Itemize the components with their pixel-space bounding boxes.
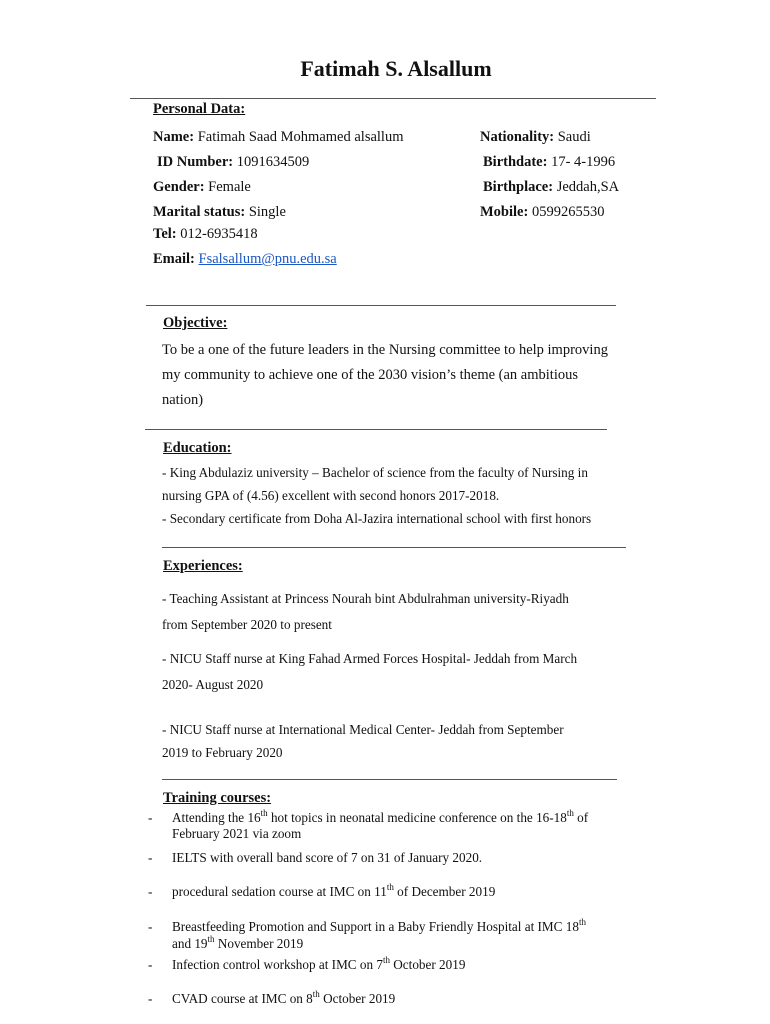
divider	[145, 429, 607, 430]
training-item: CVAD course at IMC on 8th October 2019	[172, 989, 396, 1006]
education-line: - King Abdulaziz university – Bachelor of science from the faculty of Nursing in	[162, 465, 588, 480]
education-heading: Education:	[163, 440, 232, 456]
divider	[162, 547, 626, 548]
bullet: -	[148, 957, 153, 972]
bullet: -	[148, 884, 153, 899]
email-link[interactable]: Fsalsallum@pnu.edu.sa	[198, 251, 337, 267]
training-item: Attending the 16th hot topics in neonatal medicine conference on the 16-18th of	[172, 808, 589, 825]
experience-line: 2020- August 2020	[162, 677, 264, 692]
experience-line: from September 2020 to present	[162, 617, 332, 632]
education-line: nursing GPA of (4.56) excellent with second honors 2017-2018.	[162, 488, 500, 503]
experience-line: - Teaching Assistant at Princess Nourah bint Abdulrahman university-Riyadh	[162, 591, 569, 606]
objective-line: nation)	[162, 392, 204, 408]
training-item: Breastfeeding Promotion and Support in a Baby Friendly Hospital at IMC 18th	[172, 917, 586, 934]
email-field: Email: Fsalsallum@pnu.edu.sa	[153, 251, 337, 267]
divider	[146, 305, 616, 306]
experience-line: - NICU Staff nurse at International Medical Center- Jeddah from September	[162, 722, 564, 737]
training-item: procedural sedation course at IMC on 11th of December 2019	[172, 882, 496, 899]
training-item: IELTS with overall band score of 7 on 31 of January 2020.	[172, 850, 483, 865]
objective-heading: Objective:	[163, 315, 228, 331]
objective-line: my community to achieve one of the 2030 vision’s theme (an ambitious	[162, 367, 578, 383]
nationality-field: Nationality: Saudi	[480, 129, 591, 145]
training-item-line2: February 2021 via zoom	[172, 826, 302, 841]
divider	[162, 779, 617, 780]
bullet: -	[148, 810, 153, 825]
birthplace-field: Birthplace: Jeddah,SA	[483, 179, 620, 195]
bullet: -	[148, 991, 153, 1006]
training-item-line2: and 19th November 2019	[172, 934, 304, 951]
objective-line: To be a one of the future leaders in the Nursing committee to help improving	[162, 342, 608, 358]
training-item: Infection control workshop at IMC on 7th October 2019	[172, 955, 466, 972]
mobile-field: Mobile: 0599265530	[480, 204, 605, 220]
bullet: -	[148, 919, 153, 934]
gender-field: Gender: Female	[153, 179, 251, 195]
education-line: - Secondary certificate from Doha Al-Jazira international school with first honors	[162, 511, 592, 526]
personal-data-heading: Personal Data:	[153, 101, 246, 117]
divider	[130, 98, 656, 99]
name-field: Name: Fatimah Saad Mohmamed alsallum	[153, 129, 404, 145]
id-number-field: ID Number: 1091634509	[157, 154, 310, 170]
marital-status-field: Marital status: Single	[153, 204, 286, 220]
experience-line: 2019 to February 2020	[162, 745, 283, 760]
resume-name: Fatimah S. Alsallum	[300, 56, 492, 81]
experience-line: - NICU Staff nurse at King Fahad Armed Forces Hospital- Jeddah from March	[162, 651, 578, 666]
training-heading: Training courses:	[163, 790, 272, 806]
bullet: -	[148, 850, 153, 865]
tel-field: Tel: 012-6935418	[153, 226, 258, 242]
experiences-heading: Experiences:	[163, 558, 243, 574]
birthdate-field: Birthdate: 17- 4-1996	[483, 154, 616, 170]
